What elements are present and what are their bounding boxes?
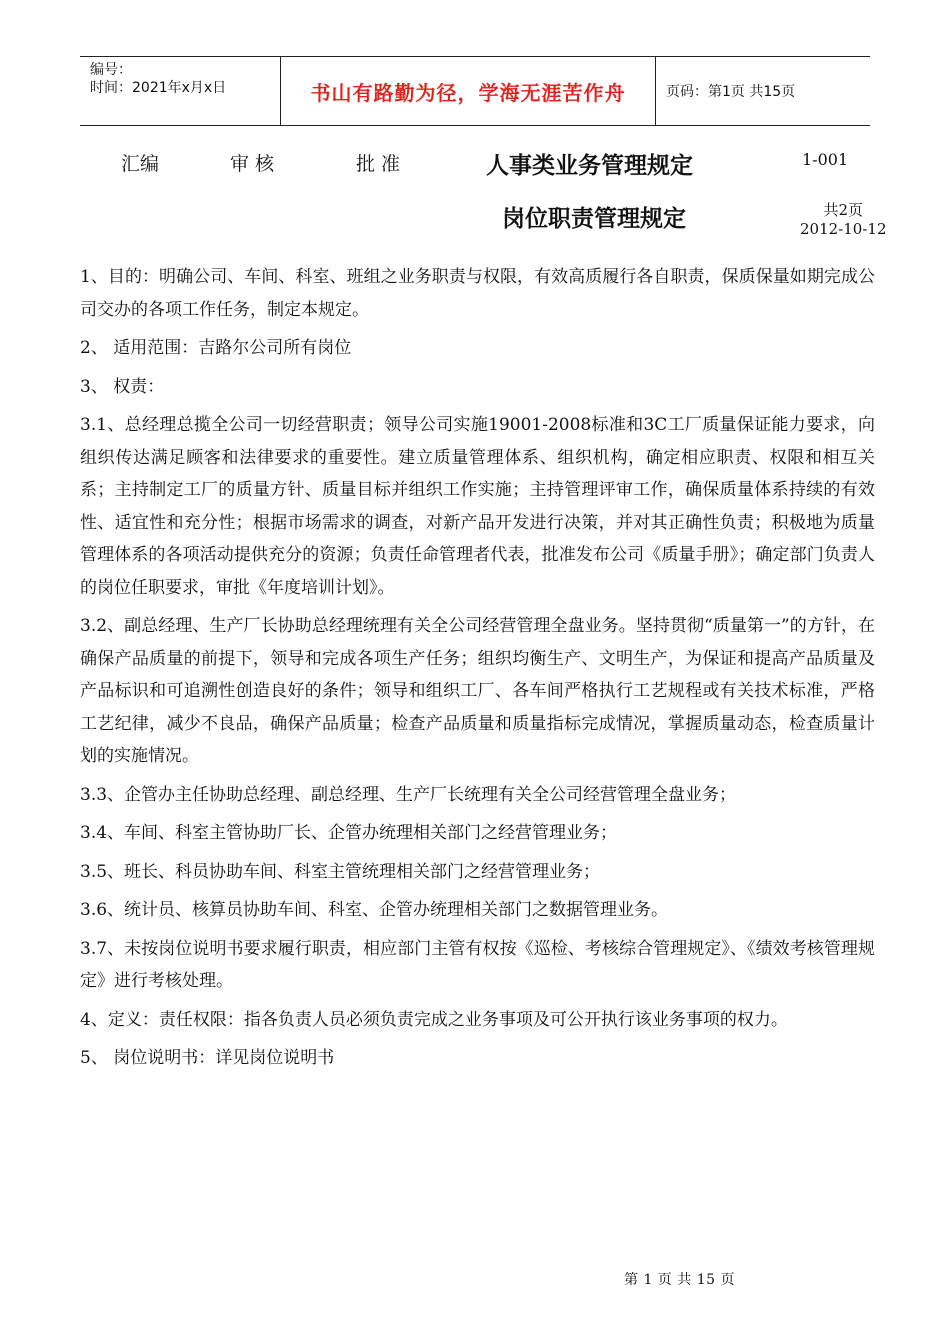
paragraph-definition: 4、定义：责任权限：指各负责人员必须负责完成之业务事项及可公开执行该业务事项的权力。 — [80, 1009, 788, 1030]
paragraph-3-3: 3.3、企管办主任协助总经理、副总经理、生产厂长统理有关全公司经营管理全盘业务； — [80, 784, 737, 805]
header-meta — [80, 57, 281, 125]
paragraph-job-description: 5、 岗位说明书：详见岗位说明书 — [80, 1048, 335, 1068]
paragraph-scope: 2、 适用范围：吉路尔公司所有岗位 — [80, 338, 352, 358]
document-pages-date — [800, 201, 886, 239]
header-motto: 书山有路勤为径，学海无涯苦作舟 — [281, 57, 656, 125]
page-footer: 第 1 页 共 15 页 — [624, 1272, 735, 1288]
document-body — [80, 261, 875, 1081]
number-label: 编号： — [90, 62, 132, 78]
paragraph-3-7: 3.7、未按岗位说明书要求履行职责，相应部门主管有权按《巡检、考核综合管理规定》、《绩效考核管理规定》进行考核处理。 — [80, 938, 875, 991]
signoff-compile: 汇编 — [121, 153, 160, 175]
document-subtitle: 岗位职责管理规定 — [502, 206, 686, 232]
time-label: 时间：2021年x月x日 — [90, 80, 227, 96]
paragraph-purpose: 1、目的：明确公司、车间、科室、班组之业务职责与权限，有效高质履行各自职责，保质保量如期完成公司交办的各项工作任务，制定本规定。 — [80, 267, 875, 320]
paragraph-3-4: 3.4、车间、科室主管协助厂长、企管办统理相关部门之经营管理业务； — [80, 823, 618, 843]
signoff-review: 审 核 — [230, 153, 275, 175]
paragraph-responsibility-heading: 3、 权责： — [80, 376, 165, 397]
paragraph-3-5: 3.5、班长、科员协助车间、科室主管统理相关部门之经营管理业务； — [80, 861, 601, 882]
signoff-approve: 批 准 — [356, 153, 401, 175]
paragraph-3-6: 3.6、统计员、核算员协助车间、科室、企管办统理相关部门之数据管理业务。 — [80, 900, 669, 920]
page-header — [80, 56, 870, 126]
paragraph-3-2: 3.2、副总经理、生产厂长协助总经理统理有关全公司经营管理全盘业务。坚持贯彻“质量第一”的方针，在确保产品质量的前提下，领导和完成各项生产任务；组织均衡生产、文明生产，为保证和提高产品质量及产品标识和可追溯性创造良好的条件；领导和组织工厂、各车间严格执行工艺规程或有关技术标准，严格工艺纪律，减少不良品，确保产品质量；检查产品质量和质量指标完成情况，掌握质量动态，检查质量计划的实施情况。 — [80, 616, 875, 766]
document-title: 人事类业务管理规定 — [486, 153, 693, 179]
header-page-info: 页码：第1页 共15页 — [666, 84, 796, 100]
document-code: 1-001 — [802, 150, 849, 169]
paragraph-3-1: 3.1、总经理总揽全公司一切经营职责；领导公司实施19001-2008标准和3C工厂质量保证能力要求，向组织传达满足顾客和法律要求的重要性。建立质量管理体系、组织机构，确定相应职责、权限和相互关系；主持制定工厂的质量方针、质量目标并组织工作实施；主持管理评审工作，确保质量体系持续的有效性、适宜性和充分性；根据市场需求的调查，对新产品开发进行决策，并对其正确性负责；积极地为质量管理体系的各项活动提供充分的资源；负责任命管理者代表，批准发布公司《质量手册》；确定部门负责人的岗位任职要求，审批《年度培训计划》。 — [80, 415, 875, 598]
document-page-count: 共2页 — [823, 201, 864, 219]
document-date: 2012-10-12 — [800, 220, 887, 238]
